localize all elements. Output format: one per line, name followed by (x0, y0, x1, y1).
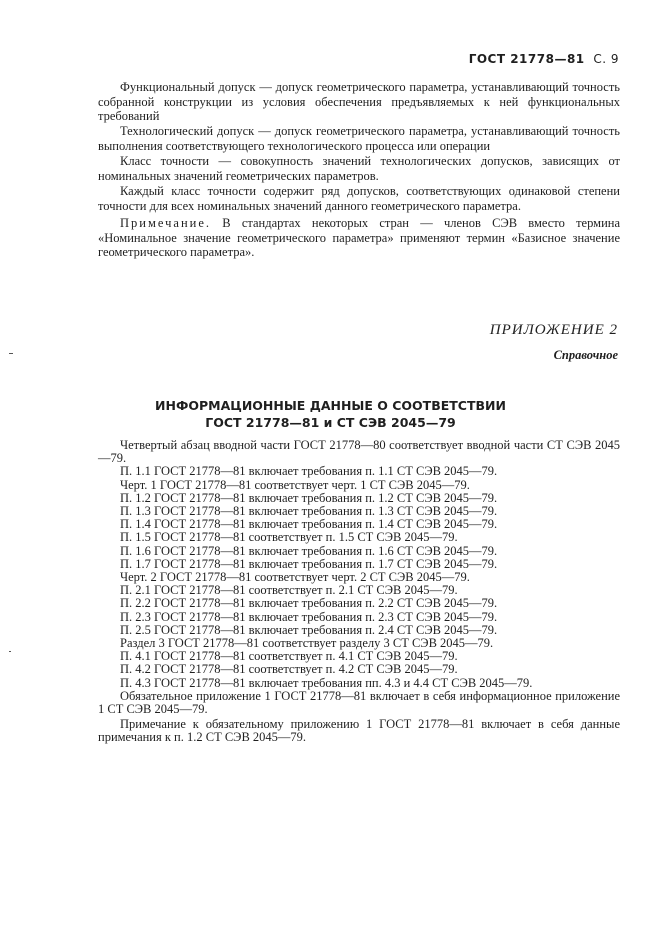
margin-mark (9, 353, 13, 354)
definition-technological-tolerance: Технологический допуск — допуск геометрического параметра, устанавливающий точность выполнения соответствующего технологического процесса или операции (98, 124, 620, 153)
list-item: П. 1.2 ГОСТ 21778—81 включает требования п. 1.2 СТ СЭВ 2045—79. (120, 490, 498, 505)
definition-accuracy-class-content: Каждый класс точности содержит ряд допусков, соответствующих одинаковой степени точности для всех номинальных значений данного геометрического параметра. (98, 183, 620, 213)
note-label: Примечание. (120, 216, 212, 231)
list-item: Раздел 3 ГОСТ 21778—81 соответствует разделу 3 СТ СЭВ 2045—79. (120, 636, 494, 651)
section-heading (0, 397, 661, 431)
heading-line-2: ГОСТ 21778—81 и СТ СЭВ 2045—79 (205, 415, 456, 430)
list-item: П. 1.5 ГОСТ 21778—81 соответствует п. 1.5 СТ СЭВ 2045—79. (120, 530, 458, 545)
note-text: В стандартах некоторых стран — членов СЭВ вместо термина «Номинальное значение геометрического параметра» применяют термин «Базисное значение геометрического параметра». (98, 216, 621, 260)
correspondence-list (98, 439, 620, 745)
list-item: П. 4.1 ГОСТ 21778—81 соответствует п. 4.1 СТ СЭВ 2045—79. (120, 649, 458, 664)
list-item: П. 2.3 ГОСТ 21778—81 включает требования п. 2.3 СТ СЭВ 2045—79. (120, 609, 498, 624)
list-item: П. 1.3 ГОСТ 21778—81 включает требования п. 1.3 СТ СЭВ 2045—79. (120, 504, 498, 519)
definition-functional-tolerance: Функциональный допуск — допуск геометрического параметра, устанавливающий точность собранной конструкции из условия обеспечения предъявляемых к ней функциональных требований (98, 80, 620, 124)
appendix-subtitle: Справочное (553, 348, 618, 362)
page-header (469, 52, 619, 66)
definition-accuracy-class: Класс точности — совокупность значений технологических допусков, зависящих от номинальных значений геометрических параметров. (98, 154, 620, 183)
page-number: С. 9 (593, 52, 619, 66)
list-item: Обязательное приложение 1 ГОСТ 21778—81 включает в себя информационное приложение 1 СТ СЭВ 2045—79. (98, 688, 620, 717)
list-item: Примечание к обязательному приложению 1 ГОСТ 21778—81 включает в себя данные примечания к п. 1.2 СТ СЭВ 2045—79. (98, 717, 620, 745)
appendix-label (490, 322, 618, 363)
list-item: Черт. 2 ГОСТ 21778—81 соответствует черт. 2 СТ СЭВ 2045—79. (120, 570, 470, 585)
list-item: П. 1.4 ГОСТ 21778—81 включает требования п. 1.4 СТ СЭВ 2045—79. (120, 517, 498, 532)
appendix-title: ПРИЛОЖЕНИЕ 2 (489, 322, 618, 338)
list-item: П. 4.3 ГОСТ 21778—81 включает требования пп. 4.3 и 4.4 СТ СЭВ 2045—79. (120, 675, 533, 690)
list-item: П. 1.7 ГОСТ 21778—81 включает требования п. 1.7 СТ СЭВ 2045—79. (120, 556, 498, 571)
list-item: Четвертый абзац вводной части ГОСТ 21778—80 соответствует вводной части СТ СЭВ 2045—79. (98, 438, 620, 466)
document-code: ГОСТ 21778—81 (468, 52, 585, 66)
list-item: П. 2.5 ГОСТ 21778—81 включает требования п. 2.4 СТ СЭВ 2045—79. (120, 622, 498, 637)
list-item: П. 2.2 ГОСТ 21778—81 включает требования п. 2.2 СТ СЭВ 2045—79. (120, 596, 498, 611)
list-item: Черт. 1 ГОСТ 21778—81 соответствует черт. 1 СТ СЭВ 2045—79. (120, 477, 470, 492)
list-item: П. 2.1 ГОСТ 21778—81 соответствует п. 2.1 СТ СЭВ 2045—79. (120, 583, 458, 598)
list-item: П. 1.6 ГОСТ 21778—81 включает требования п. 1.6 СТ СЭВ 2045—79. (120, 543, 498, 558)
heading-line-1: ИНФОРМАЦИОННЫЕ ДАННЫЕ О СООТВЕТСТВИИ (155, 398, 506, 413)
definitions-block (98, 80, 620, 261)
list-item: П. 1.1 ГОСТ 21778—81 включает требования п. 1.1 СТ СЭВ 2045—79. (120, 464, 498, 479)
note (98, 216, 620, 260)
margin-mark (9, 651, 11, 652)
list-item: П. 4.2 ГОСТ 21778—81 соответствует п. 4.2 СТ СЭВ 2045—79. (120, 662, 458, 677)
